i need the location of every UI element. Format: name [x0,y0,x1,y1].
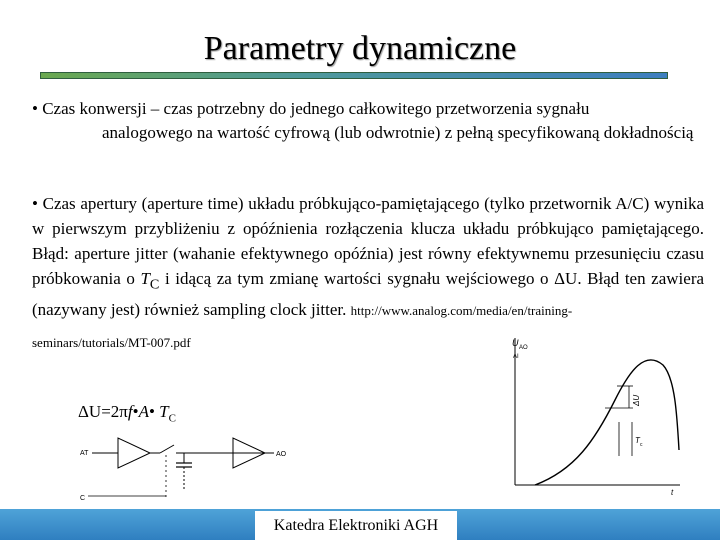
y-axis-label: U [512,338,519,348]
tc-label-sub: c [640,442,643,448]
formula-f: f [127,402,133,421]
reference-url-part2[interactable]: seminars/tutorials/MT-007.pdf [32,335,191,350]
title-underline [40,72,668,79]
y-axis-label-sub: AO [519,345,528,351]
bullet-marker: • [32,99,38,118]
bullet2-text1: Czas apertury (aperture time) układu próbkująco-pamiętającego (tylko przetwornik A/C) wynika w pierwszym przybliżeniu z opóźnienia rozłączenia klucza układu próbkująco pamiętającego. Błąd: aperture jitter (wahanie efektywnego opóźnia) jest równy efektywnemu przesunięciu czasu próbkowania o [32,194,704,288]
sample-hold-circuit-diagram [78,430,308,505]
switch-icon [160,445,174,453]
bullet-aperture-time [32,191,704,323]
x-axis-label: t [671,488,674,497]
tc-subscript: C [149,276,160,293]
bullet-marker: • [32,194,38,213]
formula-lead: ΔU=2π [78,402,128,421]
signal-curve [535,360,679,485]
circuit-output-label: AO [276,451,287,458]
input-buffer-icon [118,438,150,468]
circuit-input-label: AT [80,450,89,457]
tc-label: T [635,436,640,445]
y-axis-label-bottom: AI [513,354,519,360]
bullet-conversion-time [32,97,702,145]
jitter-formula [78,402,176,424]
bullet1-line1: Czas konwersji – czas potrzebny do jednego całkowitego przetworzenia sygnału [42,99,590,118]
formula-dot1: • [132,402,139,421]
bullet1-continuation: analogowego na wartość cyfrową (lub odwrotnie) z pełną specyfikowaną dokładnością [102,123,694,142]
reference-url-part1[interactable]: http://www.analog.com/media/en/training- [350,303,573,319]
bullet2-text2: i idącą za tym zmianę wartości sygnału wejściowego o ΔU. Błąd ten zawiera (nazywany jest) również sampling clock jitter. [32,269,705,320]
delta-u-label: ΔU [632,394,641,406]
tc-symbol: T [140,269,150,288]
formula-t: T [159,402,169,421]
formula-dot2: • [148,402,155,421]
circuit-control-label: C [80,495,86,502]
footer-label: Katedra Elektroniki AGH [255,511,457,540]
formula-a: A [138,402,149,421]
aperture-jitter-graph [505,330,690,505]
slide-title: Parametry dynamiczne [203,30,517,67]
formula-sub: C [168,412,176,425]
